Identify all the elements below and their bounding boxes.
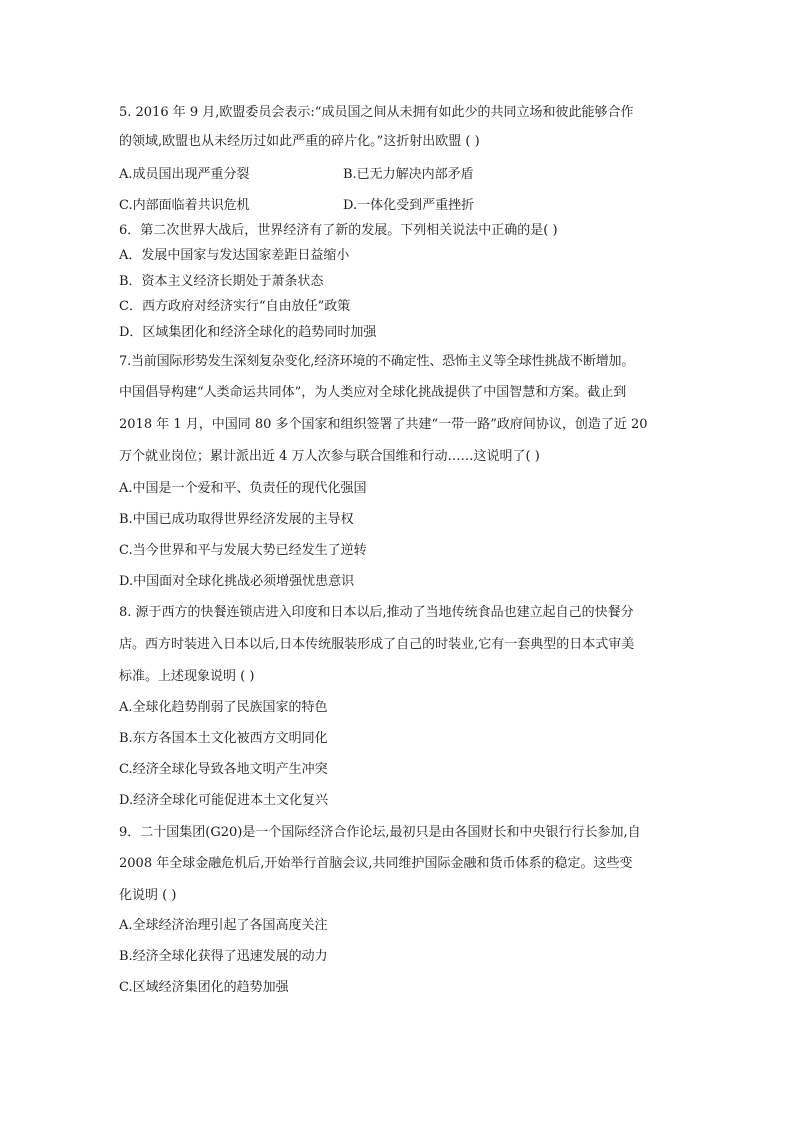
question-7-stem-line-1: 7.当前国际形势发生深刻复杂变化,经济环境的不确定性、恐怖主义等全球性挑战不断增加。	[119, 354, 635, 369]
question-8-option-b: B.东方各国本土文化被西方文明同化	[119, 731, 328, 746]
question-7-option-d: D.中国面对全球化挑战必须增强忧患意识	[119, 574, 355, 589]
question-7-option-b: B.中国已成功取得世界经济发展的主导权	[119, 512, 354, 527]
question-7-stem-line-4: 万个就业岗位；累计派出近 4 万人次参与联合国维和行动……这说明了( )	[119, 449, 540, 464]
question-5-option-b: B.已无力解决内部矛盾	[343, 167, 474, 182]
question-9-stem-line-2: 2008 年全球金融危机后,开始举行首脑会议,共同维护国际金融和货币体系的稳定。这些变	[119, 856, 633, 871]
question-7-option-a: A.中国是一个爱和平、负责任的现代化强国	[119, 481, 367, 496]
question-6-option-b: B．资本主义经济长期处于萧条状态	[119, 274, 324, 289]
question-6-option-a: A．发展中国家与发达国家差距日益缩小	[119, 248, 350, 263]
question-5-option-c: C.内部面临着共识危机	[119, 198, 250, 213]
question-6-option-d: D．区域集团化和经济全球化的趋势同时加强	[119, 325, 377, 340]
question-7-stem-line-3: 2018 年 1 月，中国同 80 多个国家和组织签署了共建“一带一路”政府间协议，创造了近 20	[119, 417, 648, 432]
question-8-option-c: C.经济全球化导致各地文明产生冲突	[119, 762, 328, 777]
question-6-stem: 6．第二次世界大战后，世界经济有了新的发展。下列相关说法中正确的是( )	[119, 223, 558, 238]
question-6-option-c: C．西方政府对经济实行“自由放任”政策	[119, 299, 351, 314]
question-5-option-d: D.一体化受到严重挫折	[343, 198, 475, 213]
question-8-stem-line-3: 标准。上述现象说明 ( )	[119, 669, 255, 684]
question-7-stem-line-2: 中国倡导构建“人类命运共同体”，为人类应对全球化挑战提供了中国智慧和方案。截止到	[119, 385, 627, 400]
question-8-stem-line-1: 8. 源于西方的快餐连锁店进入印度和日本以后,推动了当地传统食品也建立起自己的快餐分	[119, 605, 634, 620]
question-7-option-c: C.当今世界和平与发展大势已经发生了逆转	[119, 543, 367, 558]
question-9-option-c: C.区域经济集团化的趋势加强	[119, 980, 289, 995]
question-8-option-d: D.经济全球化可能促进本土文化复兴	[119, 793, 329, 808]
question-9-stem-line-3: 化说明 ( )	[119, 888, 177, 903]
question-8-option-a: A.全球化趋势削弱了民族国家的特色	[119, 700, 328, 715]
question-8-stem-line-2: 店。西方时装进入日本以后,日本传统服装形成了自己的时装业,它有一套典型的日本式审美	[119, 637, 635, 652]
question-9-option-b: B.经济全球化获得了迅速发展的动力	[119, 949, 328, 964]
question-5-stem-line-2: 的领域,欧盟也从未经历过如此严重的碎片化。”这折射出欧盟 ( )	[119, 134, 480, 149]
question-5-stem-line-1: 5. 2016 年 9 月,欧盟委员会表示:“成员国之间从未拥有如此少的共同立场和彼此能够合作	[119, 105, 634, 120]
question-9-stem-line-1: 9．二十国集团(G20)是一个国际经济合作论坛,最初只是由各国财长和中央银行行长参加,自	[119, 825, 641, 840]
question-9-option-a: A.全球经济治理引起了各国高度关注	[119, 918, 328, 933]
question-5-option-a: A.成员国出现严重分裂	[119, 167, 250, 182]
